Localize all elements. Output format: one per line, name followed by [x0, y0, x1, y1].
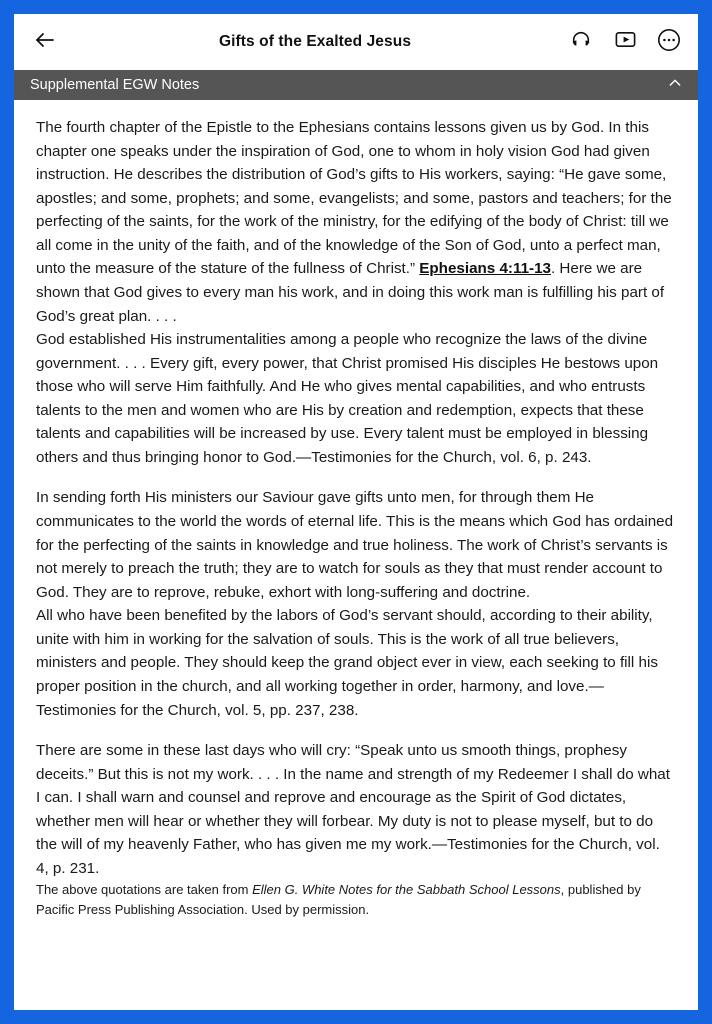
back-button[interactable]: [28, 25, 62, 59]
headphones-icon: [570, 29, 592, 56]
page-title: Gifts of the Exalted Jesus: [218, 33, 412, 50]
chevron-up-icon: [667, 75, 683, 96]
paragraph-5: There are some in these last days who will cry: “Speak unto us smooth things, prophesy deceits.” But this is not my work. . . . In the name and strength of my Redeemer I shall do what I can. I shall warn and counsel and reprove and encourage as the Spirit of God dictates, whether men will hear or whether they will forbear. My duty is not to please myself, but to do the will of my heavenly Father, who has given me my work.—Testimonies for the Church, vol. 4, p. 231.: [36, 742, 670, 877]
arrow-left-icon: [33, 28, 57, 57]
footnote-title: Ellen G. White Notes for the Sabbath School Lessons: [252, 882, 561, 898]
footnote-text-after: , published by Pacific Press Publishing Association. Used by permission.: [36, 882, 641, 917]
reader-screen: [14, 14, 698, 1010]
video-icon: [614, 28, 637, 56]
lesson-content: [14, 100, 698, 1010]
paragraph-2: God established His instrumentalities among a people who recognize the laws of the divine government. . . . Every gift, every power, that Christ promised His disciples He bestows upon those who will serve Him faithfully. And He who gives mental capabilities, and who entrusts talents to the men and women who are His by creation and redemption, expects that these talents and capabilities will be increased by use. Every talent must be employed in blessing others and thus bringing honor to God.—Testimonies for the Church, vol. 6, p. 243.: [36, 331, 659, 466]
collapse-section-button[interactable]: [666, 76, 684, 94]
paragraph-1: [36, 116, 676, 328]
top-bar-actions: [568, 29, 684, 55]
paragraph-3: In sending forth His ministers our Saviour gave gifts unto men, for through them He communicates to the world the words of eternal life. This is the means which God has ordained for the perfecting of the saints in knowledge and true holiness. The work of Christ’s servants is not merely to preach the truth; they are to watch for souls as they that must render account to God. They are to reprove, rebuke, exhort with long-suffering and doctrine.: [36, 489, 674, 601]
section-title: Supplemental EGW Notes: [30, 77, 200, 93]
source-footnote: [36, 880, 676, 919]
scripture-reference-link[interactable]: Ephesians 4:11-13: [419, 260, 551, 278]
audio-button[interactable]: [568, 29, 594, 55]
video-button[interactable]: [612, 29, 638, 55]
paragraph-4: All who have been benefited by the labors of God’s servant should, according to their ability, unite with him in working for the salvation of souls. This is the work of all true believers, ministers and people. They should keep the grand object ever in view, each seeking to fill his proper position in the church, and all working together in order, harmony, and love.—Testimonies for the Church, vol. 5, pp. 237, 238.: [36, 607, 658, 719]
paragraph-1-text-after: . Here we are shown that God gives to every man his work, and in doing this work man is fulfilling his part of God’s great plan. . . .: [36, 260, 665, 325]
footnote-text-before: The above quotations are taken from: [36, 882, 253, 898]
paragraph-1-text-before: The fourth chapter of the Epistle to the Ephesians contains lessons given us by God. In this chapter one speaks under the inspiration of God, one to whom in holy vision God had given instruction. He describes the distribution of God’s gifts to His workers, saying: “He gave some, apostles; and some, prophets; and some, evangelists; and some, pastors and teachers; for the perfecting of the saints, for the work of the ministry, for the edifying of the body of Christ: till we all come in the unity of the faith, and of the knowledge of the Son of God, unto a perfect man, unto the measure of the stature of the fullness of Christ.”: [36, 119, 672, 278]
top-app-bar: [14, 14, 698, 70]
section-header-supplemental-notes[interactable]: [14, 70, 698, 100]
more-options-button[interactable]: [656, 29, 682, 55]
more-horizontal-icon: [657, 28, 681, 57]
